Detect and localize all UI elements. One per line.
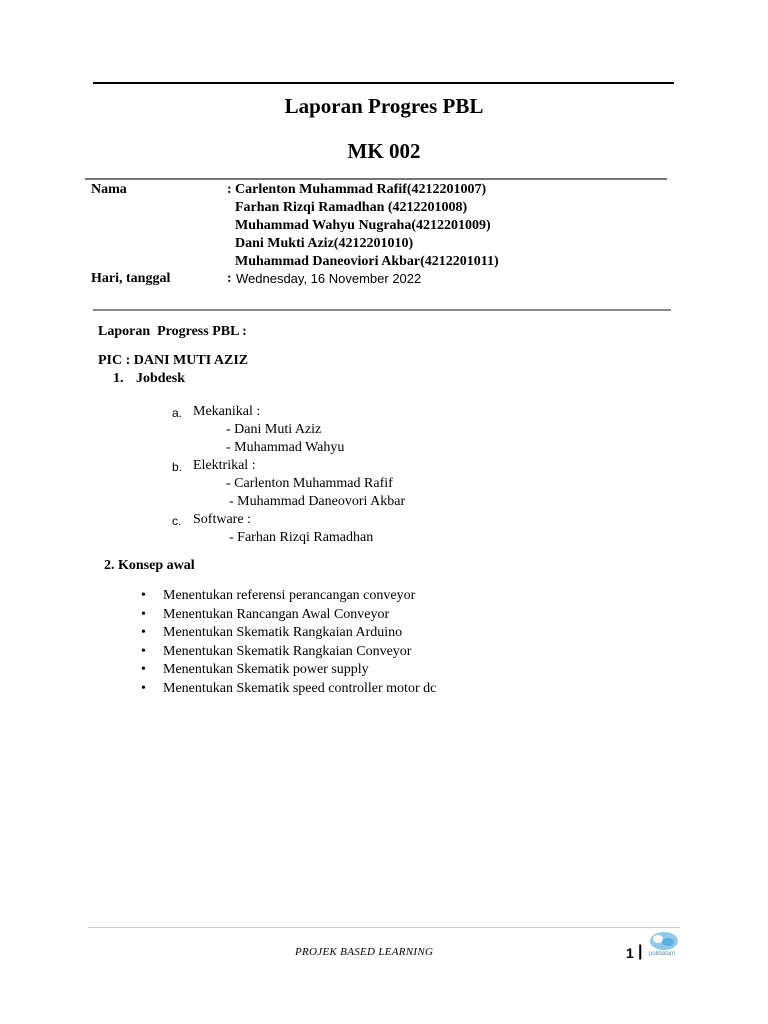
konsep-item: Menentukan Rancangan Awal Conveyor	[163, 607, 390, 622]
date-value: Wednesday, 16 November 2022	[236, 271, 422, 286]
konsep-item: Menentukan Skematik Rangkaian Conveyor	[163, 644, 412, 659]
bullet-icon: •	[141, 625, 146, 640]
jobdesk-title: Jobdesk	[136, 371, 186, 386]
group-member: - Farhan Rizqi Ramadhan	[229, 530, 374, 545]
konsep-item: Menentukan referensi perancangan conveyor	[163, 588, 416, 603]
group-label: Mekanikal :	[193, 404, 261, 419]
group-label: Software :	[193, 512, 251, 527]
page-separator: |	[638, 943, 643, 960]
group-letter: a.	[172, 406, 183, 420]
bullet-icon: •	[141, 681, 146, 696]
bullet-icon: •	[141, 644, 146, 659]
konsep-title: 2. Konsep awal	[104, 558, 195, 573]
member-name: Muhammad Daneoviori Akbar(4212201011)	[235, 254, 499, 269]
footer-text: PROJEK BASED LEARNING	[295, 946, 434, 958]
group-member: - Muhammad Wahyu	[226, 440, 345, 455]
header-bottom-rule	[85, 178, 667, 180]
group-member: - Muhammad Daneovori Akbar	[229, 494, 406, 509]
page-title: Laporan Progres PBL	[284, 94, 484, 118]
group-member: - Dani Muti Aziz	[226, 422, 322, 437]
footer-rule	[88, 927, 680, 928]
date-label: Hari, tanggal	[91, 271, 171, 286]
polibatam-logo-text: polibatam	[649, 951, 676, 957]
name-label: Nama	[91, 182, 127, 197]
group-member: - Carlenton Muhammad Rafif	[226, 476, 393, 491]
member-name: Dani Mukti Aziz(4212201010)	[235, 236, 414, 251]
section-title: Laporan Progress PBL :	[98, 324, 247, 339]
top-rule	[93, 82, 674, 84]
member-name: Muhammad Wahyu Nugraha(4212201009)	[235, 218, 491, 233]
konsep-item: Menentukan Skematik speed controller motor dc	[163, 681, 437, 696]
group-letter: c.	[172, 514, 182, 528]
name-colon: :	[227, 182, 232, 197]
member-name: Carlenton Muhammad Rafif(4212201007)	[235, 182, 487, 197]
group-label: Elektrikal :	[193, 458, 256, 473]
date-colon: :	[227, 271, 232, 286]
group-letter: b.	[172, 460, 183, 474]
polibatam-logo	[646, 930, 680, 960]
info-bottom-rule	[93, 309, 671, 311]
page-subtitle: MK 002	[347, 139, 421, 163]
bullet-icon: •	[141, 588, 146, 603]
bullet-icon: •	[141, 607, 146, 622]
member-list	[235, 181, 499, 271]
konsep-item: Menentukan Skematik Rangkaian Arduino	[163, 625, 403, 640]
pic-line: PIC : DANI MUTI AZIZ	[98, 353, 249, 368]
bullet-icon: •	[141, 662, 146, 677]
jobdesk-number: 1.	[113, 371, 124, 386]
page-number: 1	[626, 945, 634, 961]
member-name: Farhan Rizqi Ramadhan (4212201008)	[235, 200, 468, 215]
konsep-item: Menentukan Skematik power supply	[163, 662, 369, 677]
